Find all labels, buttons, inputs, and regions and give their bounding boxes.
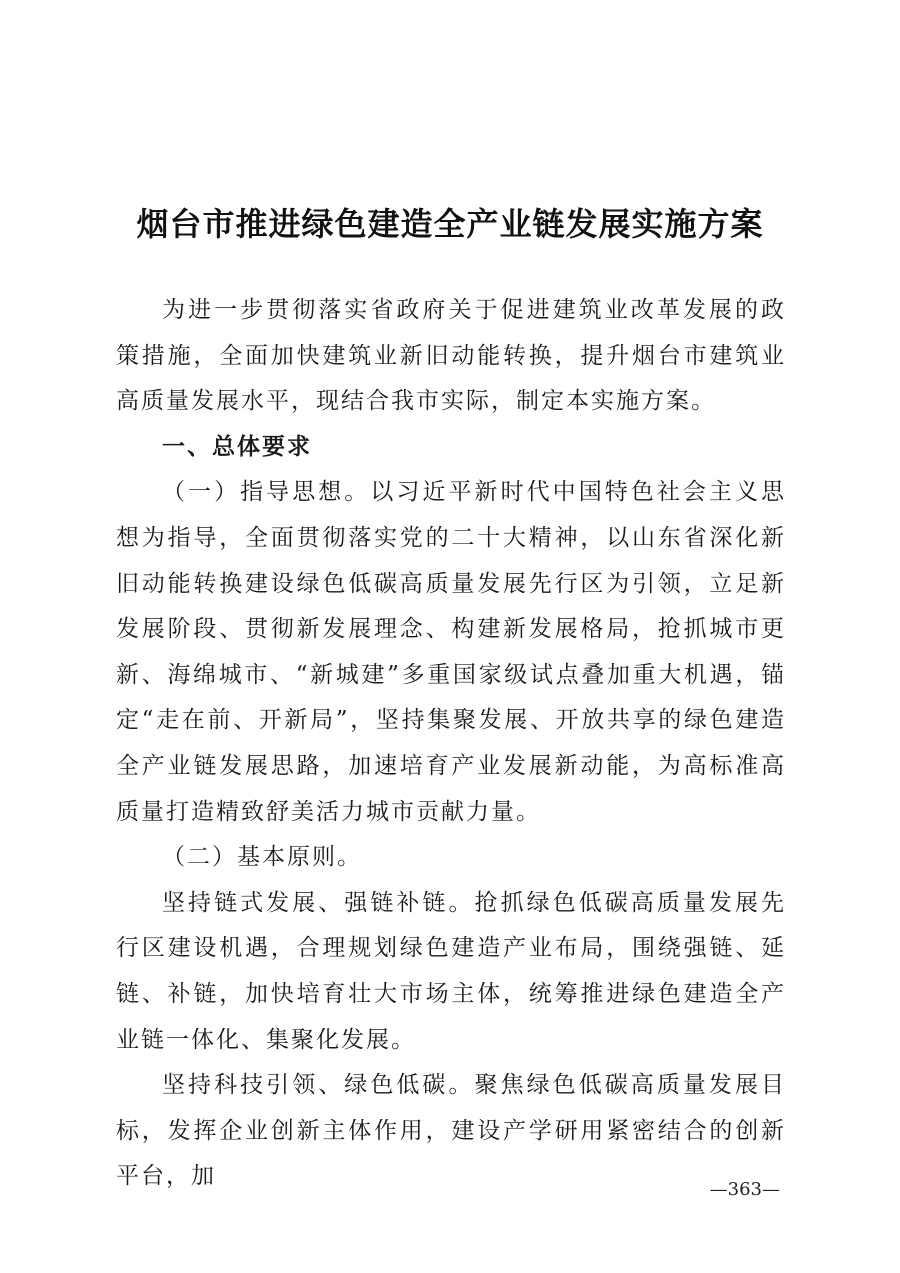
- section-heading-general-requirements: 一、总体要求: [162, 433, 312, 460]
- principle-tech-lead-paragraph: 坚持科技引领、绿色低碳。聚焦绿色低碳高质量发展目标，发挥企业创新主体作用，建设产学研用紧密结合的创新平台，加: [116, 1072, 786, 1190]
- page-number: —363—: [709, 1179, 780, 1200]
- basic-principles-heading: （二）基本原则。: [162, 844, 362, 871]
- intro-paragraph: 为进一步贯彻落实省政府关于促进建筑业改革发展的政策措施，全面加快建筑业新旧动能转换，提升烟台市建筑业高质量发展水平，现结合我市实际，制定本实施方案。: [116, 297, 786, 415]
- guiding-ideology-paragraph: （一）指导思想。以习近平新时代中国特色社会主义思想为指导，全面贯彻落实党的二十大精神，以山东省深化新旧动能转换建设绿色低碳高质量发展先行区为引领，立足新发展阶段、贯彻新发展理念、构建新发展格局，抢抓城市更新、海绵城市、“新城建”多重国家级试点叠加重大机遇，锚定“走在前、开新局”，坚持集聚发展、开放共享的绿色建造全产业链发展思路，加速培育产业发展新动能，为高标准高质量打造精致舒美活力城市贡献力量。: [116, 479, 786, 825]
- document-body: [116, 288, 786, 1200]
- document-title: 烟台市推进绿色建造全产业链发展实施方案: [136, 205, 764, 243]
- principle-chain-development-paragraph: 坚持链式发展、强链补链。抢抓绿色低碳高质量发展先行区建设机遇，合理规划绿色建造产业布局，围绕强链、延链、补链，加快培育壮大市场主体，统筹推进绿色建造全产业链一体化、集聚化发展。: [116, 889, 786, 1053]
